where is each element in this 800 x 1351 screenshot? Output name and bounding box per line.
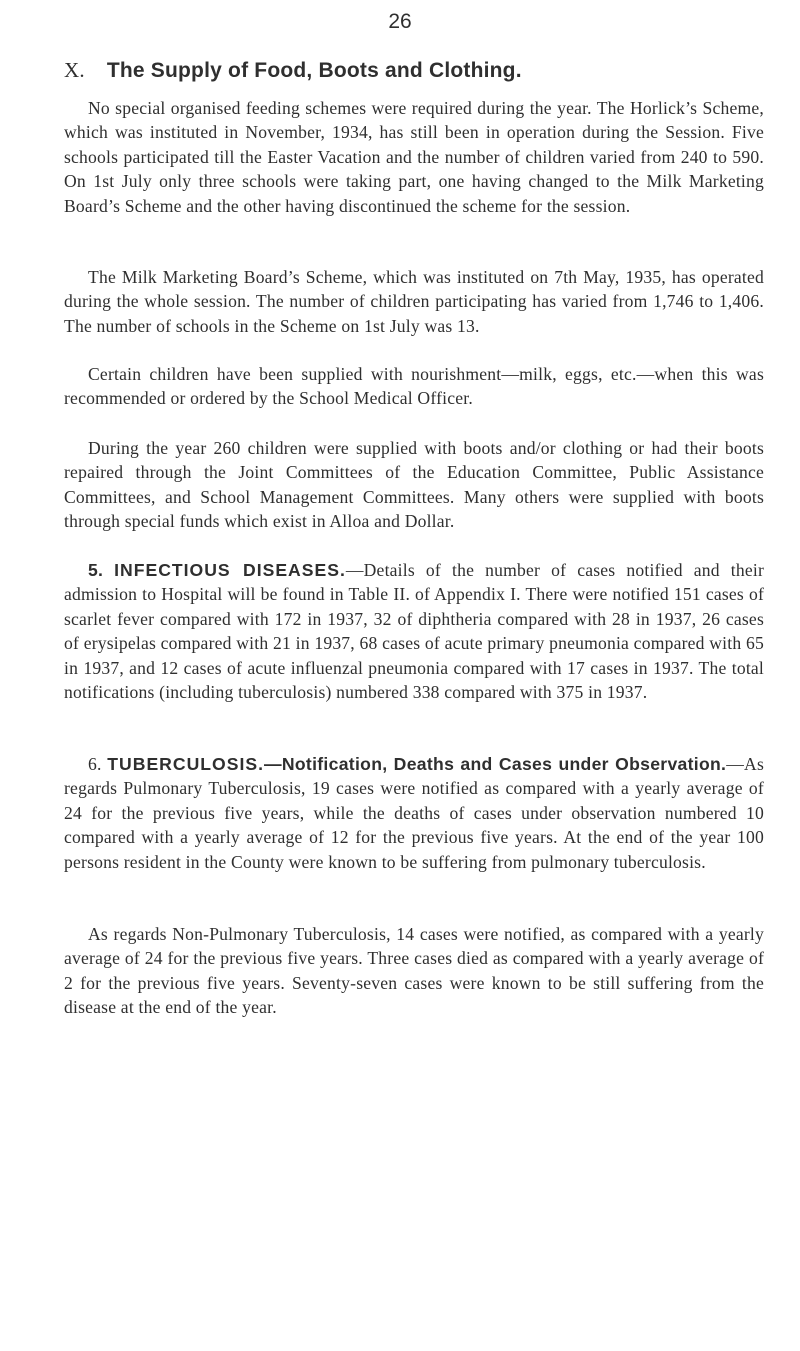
page-number: 26 (388, 10, 412, 33)
section-5-number: 5. (88, 560, 104, 580)
section-6-heading-rest: —Notification, Deaths and Cases under Observation. (263, 754, 727, 774)
paragraph-boots-clothing: During the year 260 children were supplied with boots and/or clothing or had their boots repaired through the Joint Committees of the Education Committee, Public Assistance Committees, and School Management Committees. Many others were supplied with boots through special funds which exist in Alloa and Dollar. (64, 438, 764, 532)
paragraph-infectious-diseases (64, 558, 764, 704)
section-5-heading: INFECTIOUS DISEASES. (114, 560, 346, 580)
paragraph-non-pulmonary: As regards Non-Pulmonary Tuberculosis, 14 cases were notified, as compared with a yearly average of 24 for the previous five years. Three cases died as compared with a yearly average of 2 for the previous five years. Seventy-seven cases were known to be still suffering from the disease at the end of the year. (64, 924, 764, 1018)
paragraph-tuberculosis (64, 752, 764, 874)
paragraph-horlicks-scheme: No special organised feeding schemes were required during the year. The Horlick’s Scheme, which was instituted in November, 1934, has still been in operation during the Session. Five schools participated till the Easter Vacation and the number of children varied from 240 to 590. On 1st July only three schools were taking part, one having changed to the Milk Marketing Board’s Scheme and the other having discontinued the scheme for the session. (64, 98, 764, 216)
paragraph-milk-marketing-scheme: The Milk Marketing Board’s Scheme, which was instituted on 7th May, 1935, has operated during the whole session. The number of children participating has varied from 1,746 to 1,406. The number of schools in the Scheme on 1st July was 13. (64, 267, 764, 336)
section-6-number: 6. (88, 754, 102, 774)
paragraph-nourishment: Certain children have been supplied with nourishment—milk, eggs, etc.—when this was recommended or ordered by the School Medical Officer. (64, 364, 764, 409)
section-title: The Supply of Food, Boots and Clothing. (106, 59, 522, 82)
section-5-body: —Details of the number of cases notified and their admission to Hospital will be found in Table II. of Appendix I. There were notified 151 cases of scarlet fever compared with 172 in 1937, 32 of diphtheria compared with 28 in 1937, 26 cases of erysipelas compared with 21 in 1937, 68 cases of acute primary pneumonia compared with 65 in 1937, and 12 cases of acute influenzal pneumonia compared with 17 cases in 1937. The total notifications (including tuberculosis) numbered 338 compared with 375 in 1937. (64, 560, 764, 703)
section-heading (64, 58, 522, 83)
section-number: X. (64, 58, 85, 82)
section-6-body: —As regards Pulmonary Tuberculosis, 19 cases were notified as compared with a yearly average of 24 for the previous five years, while the deaths of cases under observation numbered 10 compared with a yearly average of 12 for the previous five years. At the end of the year 100 persons resident in the County were known to be suffering from pulmonary tuberculosis. (64, 754, 764, 872)
section-6-heading: TUBERCULOSIS. (107, 754, 264, 774)
